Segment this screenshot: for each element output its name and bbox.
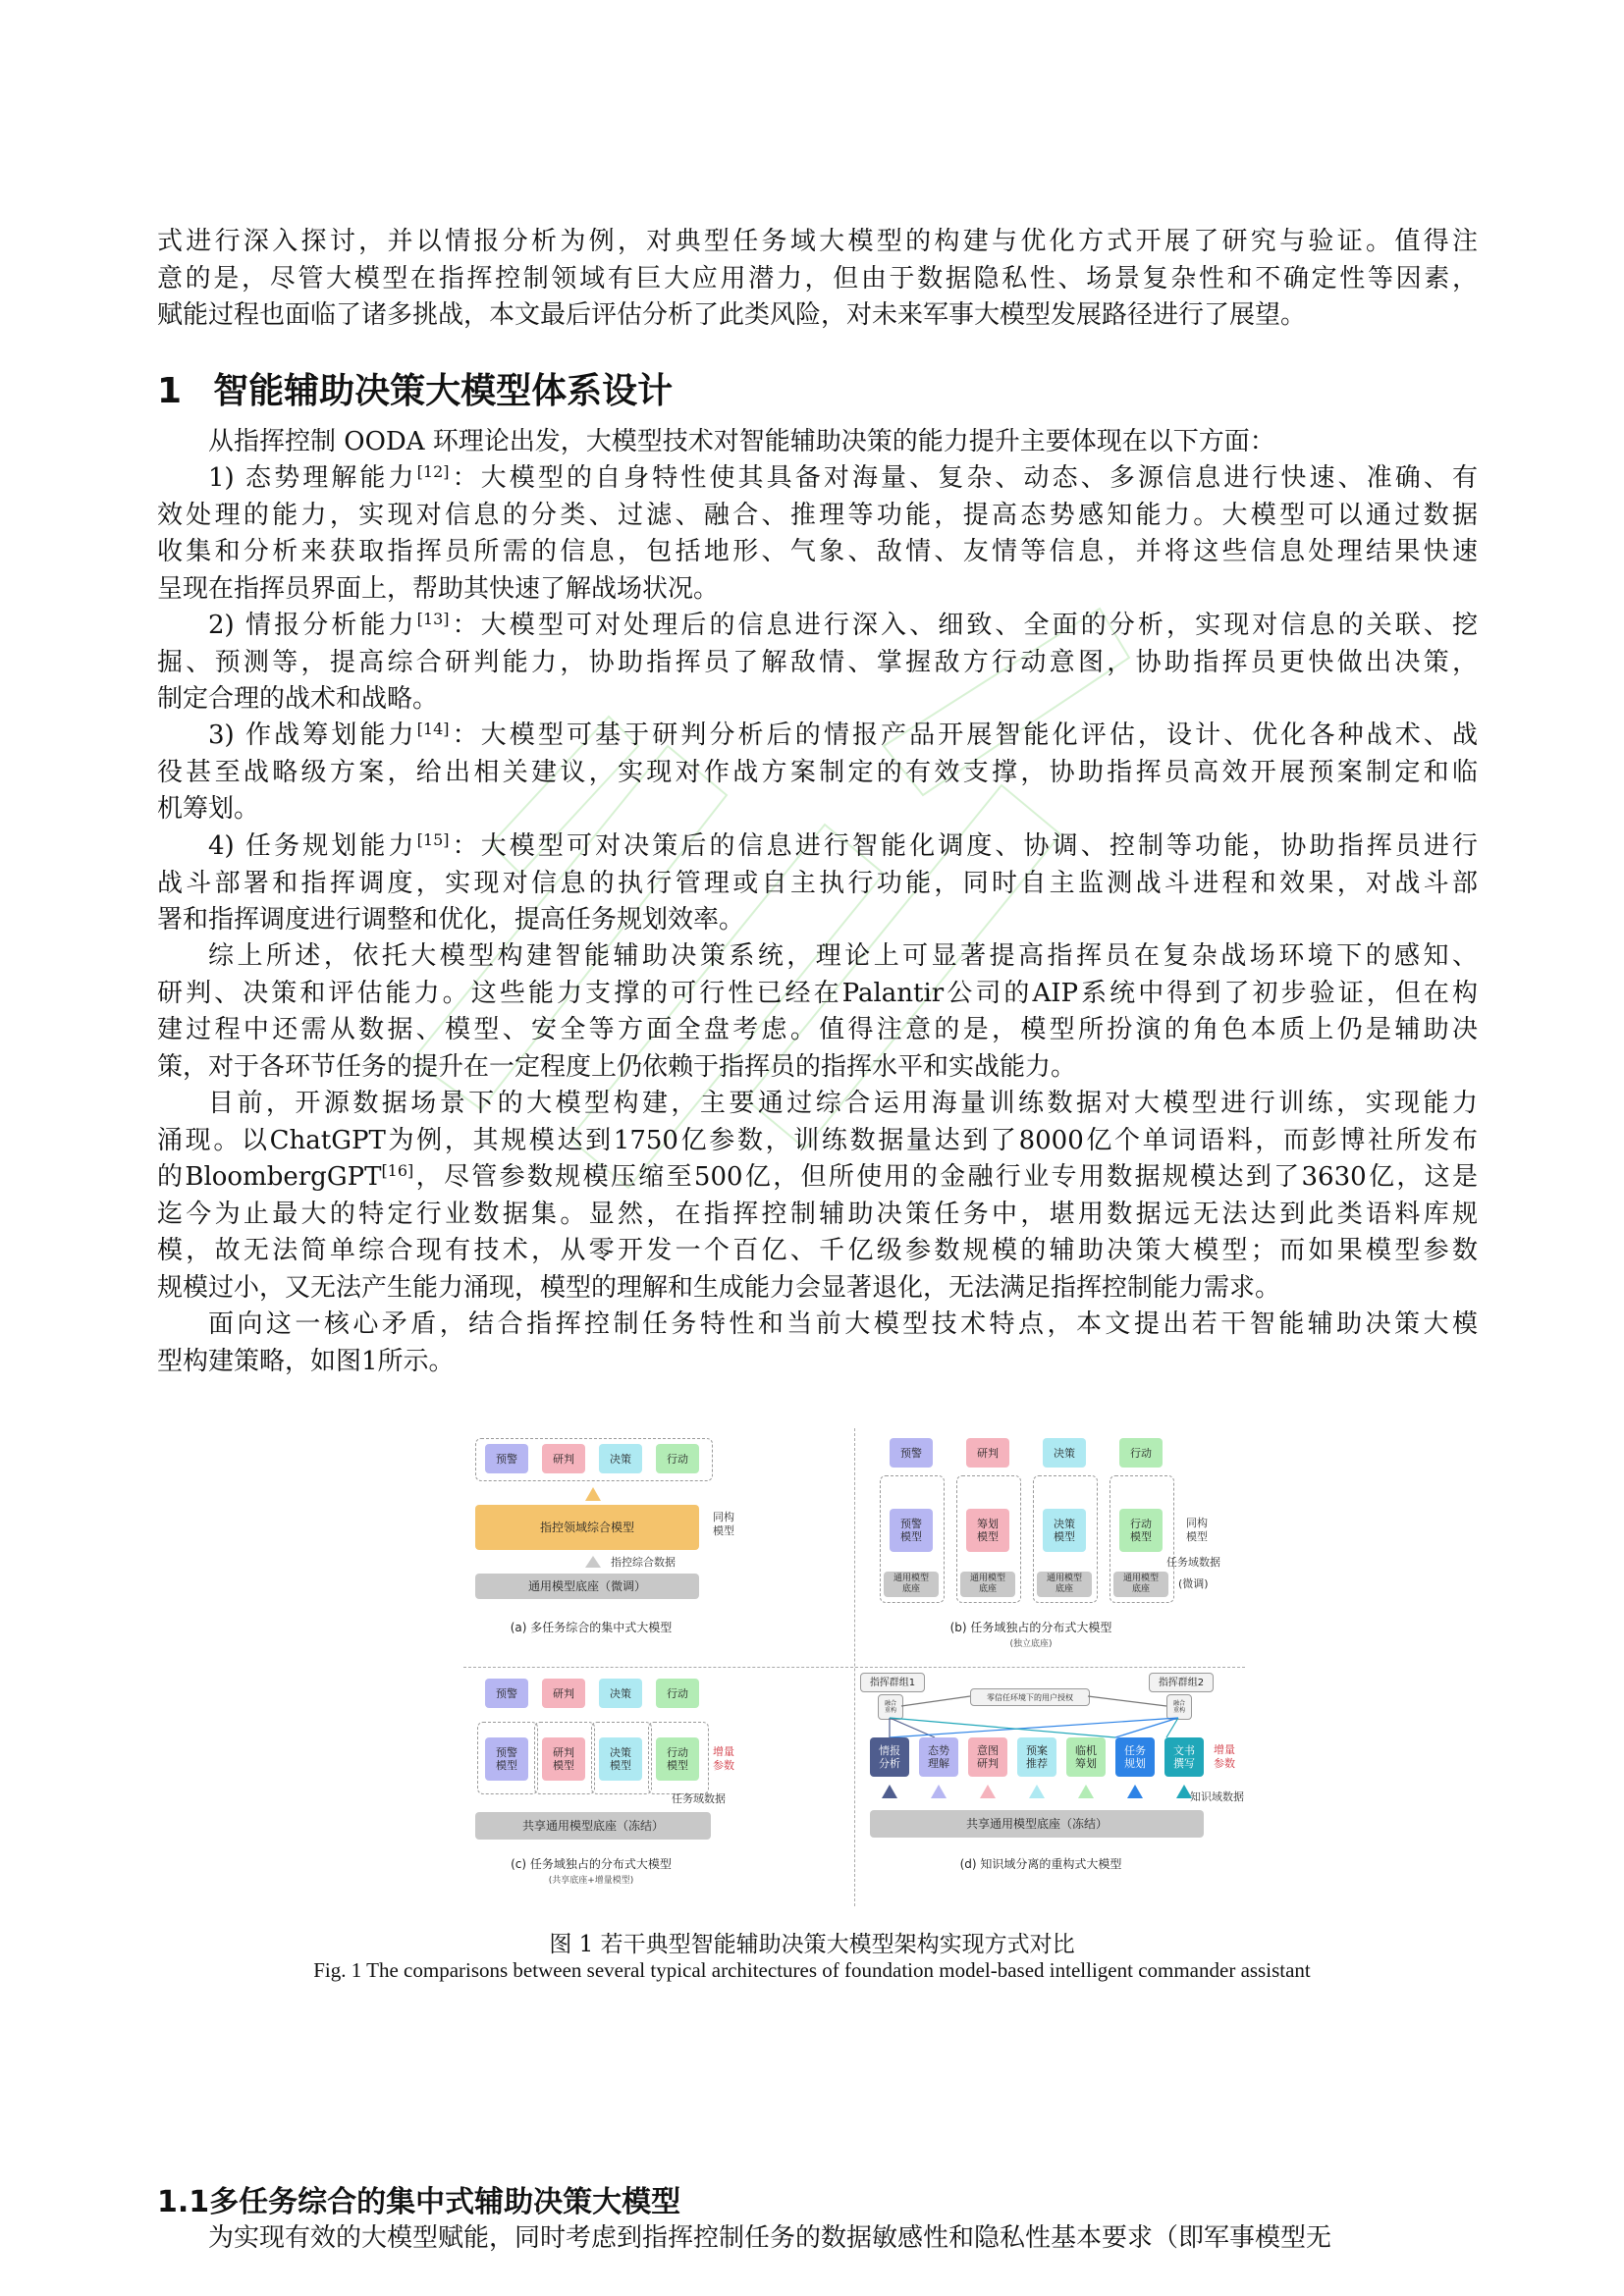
text-line: 目前，开源数据场景下的大模型构建，主要通过综合运用海量训练数据对大模型进行训练，实现能力 [208,1089,1478,1118]
text-line: 呈现在指挥员界面上，帮助其快速了解战场状况。 [157,573,720,604]
data-label: 指控综合数据 [611,1556,676,1569]
paragraph-item-3 [157,718,1478,828]
module-box: 任务 规划 [1115,1737,1155,1777]
text-line: 研判、决策和评估能力。这些能力支撑的可行性已经在Palantir公司的AIP系统中得到了初步验证，但在构 [157,978,1478,1008]
base-box: 共享通用模型底座（冻结） [870,1810,1204,1838]
item-lead: 2) 情报分析能力 [208,611,417,640]
module-box: 态势 理解 [919,1737,958,1777]
item-text: ：大模型可基于研判分析后的情报产品开展智能化评估，设计、优化各种战术、战 [449,721,1478,750]
task-box: 研判 [542,1444,585,1473]
data-label: 任务域数据 [672,1792,726,1805]
combine-box: 融合 重构 [1166,1694,1192,1720]
text-line: 战斗部署和指挥调度，实现对信息的执行管理或自主执行功能，同时自主监测战斗进程和效果，对战斗部 [157,868,1478,898]
text-line [157,460,1478,498]
panel-subcaption: (共享底座+增量模型) [548,1876,634,1886]
model-box: 指控领域综合模型 [475,1505,699,1550]
subsection-number: 1.1 [157,2185,210,2219]
section-heading [157,363,673,413]
base-box: 通用模型 底座 [1113,1572,1168,1597]
increment-note: 增量 参数 [713,1745,734,1772]
panel-b [854,1428,1245,1667]
panel-c [463,1667,854,1906]
task-box: 决策 [1043,1438,1086,1468]
item-text: ：大模型可对处理后的信息进行深入、细致、全面的分析，实现对信息的关联、挖 [449,611,1478,640]
group-box: 指挥群组2 [1149,1673,1214,1692]
text-line: 涌现。以ChatGPT为例，其规模达到1750亿参数，训练数据量达到了8000亿个单词语料，而彭博社所发布 [157,1125,1478,1155]
paragraph-strategy [157,1307,1478,1380]
combine-box: 融合 重构 [878,1694,903,1720]
module-box: 意图 研判 [968,1737,1007,1777]
text-line: 面向这一核心矛盾，结合指挥控制任务特性和当前大模型技术特点，本文提出若干智能辅助决策大模 [208,1309,1478,1339]
panel-a [463,1428,854,1667]
task-box: 决策 [599,1444,642,1473]
task-box: 决策 [599,1679,642,1708]
text-line: 从指挥控制 OODA 环理论出发，大模型技术对智能辅助决策的能力提升主要体现在以下方面： [208,427,1275,456]
text-line: 效处理的能力，实现对信息的分类、过滤、融合、推理等功能，提高态势感知能力。大模型可以通过数据 [157,500,1478,530]
citation: [16] [381,1161,414,1180]
item-lead: 1) 态势理解能力 [208,463,417,493]
base-box: 通用模型 底座 [884,1572,939,1597]
model-box: 预警 模型 [890,1509,933,1552]
architecture-figure [463,1428,1245,1906]
panel-d [854,1667,1245,1906]
text-line: 策，对于各环节任务的提升在一定程度上仍依赖于指挥员的指挥水平和实战能力。 [157,1051,1077,1082]
text-line: 役甚至战略级方案，给出相关建议，实现对作战方案制定的有效支撑，协助指挥员高效开展预案制定和临 [157,757,1478,787]
panel-caption: (c) 任务域独占的分布式大模型 [511,1857,672,1871]
up-arrow-icon [1078,1785,1094,1798]
item-lead: 4) 任务规划能力 [208,831,417,861]
task-box: 行动 [656,1444,699,1473]
module-box: 预案 推荐 [1017,1737,1056,1777]
text-line: 意的是，尽管大模型在指挥控制领域有巨大应用潜力，但由于数据隐私性、场景复杂性和不确定性等因素， [157,263,1478,294]
up-arrow-icon [1029,1785,1045,1798]
intro-paragraph [157,224,1478,335]
citation: [15] [416,830,450,849]
task-box: 预警 [485,1444,528,1473]
model-box: 决策 模型 [1043,1509,1086,1552]
base-box: 共享通用模型底座（冻结） [475,1812,711,1840]
citation: [14] [416,720,450,738]
up-arrow-icon [882,1785,897,1798]
paragraph-item-1 [157,460,1478,608]
paragraph-item-4 [157,828,1478,939]
text-line: 收集和分析来获取指挥员所需的信息，包括地形、气象、敌情、友情等信息，并将这些信息处理结果快速 [157,537,1478,566]
base-box: 通用模型底座（微调） [475,1574,699,1599]
model-note: 同构 模型 [713,1511,734,1537]
group-box: 指挥群组1 [860,1673,925,1692]
panel-caption: (a) 多任务综合的集中式大模型 [510,1621,673,1634]
up-arrow-icon [980,1785,996,1798]
text-line: 型构建策略，如图1所示。 [157,1346,455,1376]
base-note: (微调) [1178,1577,1209,1590]
text-line [157,1159,1478,1197]
paragraph-current [157,1086,1478,1307]
text-span: ，尽管参数规模压缩至500亿，但所使用的金融行业专用数据规模达到了3630亿，这是 [413,1162,1479,1192]
task-box: 研判 [542,1679,585,1708]
task-box: 行动 [1119,1438,1163,1468]
module-box: 临机 筹划 [1066,1737,1106,1777]
text-line: 模，故无法简单综合现有技术，从零开发一个百亿、千亿级参数规模的辅助决策大模型；而如果模型参数 [157,1236,1478,1265]
text-line: 制定合理的战术和战略。 [157,684,439,714]
module-box: 情报 分析 [870,1737,909,1777]
task-box: 预警 [485,1679,528,1708]
text-line [157,828,1478,866]
text-line: 署和指挥调度进行调整和优化，提高任务规划效率。 [157,905,745,934]
text-line: 规模过小，又无法产生能力涌现，模型的理解和生成能力会显著退化，无法满足指挥控制能力需求。 [157,1272,1281,1303]
up-arrow-icon [931,1785,947,1798]
figure-caption-en: Fig. 1 The comparisons between several typical architectures of foundation model-based intelligent commander assistant [313,1958,1311,1982]
text-line: 赋能过程也面临了诸多挑战，本文最后评估分析了此类风险，对未来军事大模型发展路径进行了展望。 [157,300,1307,330]
task-box: 研判 [966,1438,1009,1468]
module-box: 文书 撰写 [1164,1737,1204,1777]
section-number: 1 [157,371,183,411]
data-label: 任务域数据 [1166,1556,1220,1569]
paragraph-last [157,2220,1478,2258]
paragraph-summary [157,938,1478,1086]
citation: [12] [416,462,450,481]
model-box: 筹划 模型 [966,1509,1009,1552]
data-label: 知识域数据 [1190,1790,1244,1803]
section-title: 智能辅助决策大模型体系设计 [213,371,674,411]
model-box: 行动 模型 [656,1737,699,1781]
text-line: 掘、预测等，提高综合研判能力，协助指挥员了解敌情、掌握敌方行动意图，协助指挥员更快做出决策， [157,647,1478,677]
text-span: 的BloombergGPT [157,1162,382,1192]
panel-subcaption: (独立底座) [1009,1639,1053,1649]
model-note: 同构 模型 [1186,1517,1208,1543]
increment-note: 增量 参数 [1214,1743,1235,1770]
up-arrow-icon [1127,1785,1143,1798]
paragraph-item-2 [157,608,1478,719]
text-line [157,718,1478,755]
text-line [157,608,1478,645]
panel-caption: (d) 知识域分离的重构式大模型 [959,1857,1122,1871]
task-box: 预警 [890,1438,933,1468]
subsection-title: 多任务综合的集中式辅助决策大模型 [209,2185,681,2219]
subsection-heading [157,2177,680,2220]
model-box: 行动 模型 [1119,1509,1163,1552]
base-box: 通用模型 底座 [960,1572,1015,1597]
model-box: 研判 模型 [542,1737,585,1781]
item-lead: 3) 作战筹划能力 [208,721,417,750]
text-line: 式进行深入探讨，并以情报分析为例，对典型任务域大模型的构建与优化方式开展了研究与验证。值得注 [157,227,1478,256]
model-box: 决策 模型 [599,1737,642,1781]
text-line: 为实现有效的大模型赋能，同时考虑到指挥控制任务的数据敏感性和隐私性基本要求（即军事模型无 [208,2223,1332,2253]
text-line: 综上所述，依托大模型构建智能辅助决策系统，理论上可显著提高指挥员在复杂战场环境下的感知、 [208,941,1478,971]
auth-box: 零信任环境下的用户授权 [970,1688,1090,1706]
figure-caption-cn: 图 1 若干典型智能辅助决策大模型架构实现方式对比 [549,1932,1075,1957]
text-line: 机筹划。 [157,794,260,824]
paragraph-intro [157,424,1478,461]
item-text: ：大模型的自身特性使其具备对海量、复杂、动态、多源信息进行快速、准确、有 [449,463,1478,493]
model-box: 预警 模型 [485,1737,528,1781]
text-line: 迄今为止最大的特定行业数据集。显然，在指挥控制辅助决策任务中，堪用数据远无法达到此类语料库规 [157,1199,1478,1229]
citation: [13] [416,610,450,628]
base-box: 通用模型 底座 [1037,1572,1092,1597]
task-box: 行动 [656,1679,699,1708]
up-arrow-icon [585,1487,601,1501]
up-arrow-icon [585,1556,601,1568]
text-line: 建过程中还需从数据、模型、安全等方面全盘考虑。值得注意的是，模型所扮演的角色本质上仍是辅助决 [157,1015,1478,1044]
panel-caption: (b) 任务域独占的分布式大模型 [949,1621,1112,1634]
item-text: ：大模型可对决策后的信息进行智能化调度、协调、控制等功能，协助指挥员进行 [449,831,1478,861]
